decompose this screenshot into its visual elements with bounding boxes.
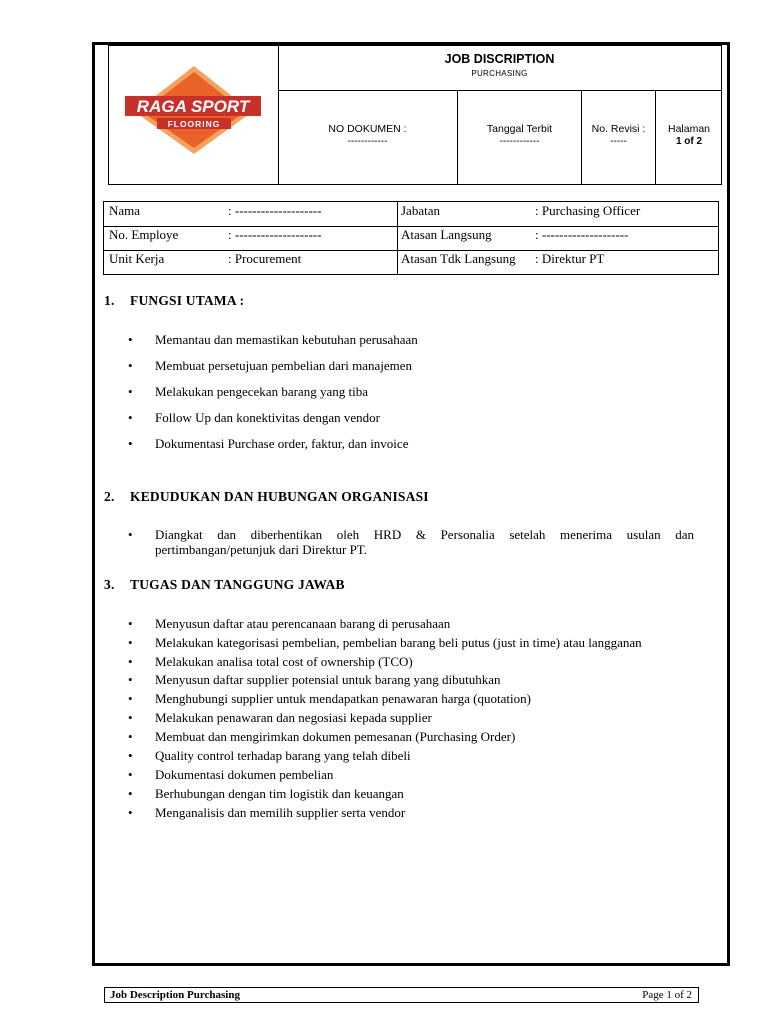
section-1-number: 1. [104, 293, 115, 308]
employe-label: No. Employe [109, 227, 179, 242]
bullet-icon: • [128, 767, 133, 782]
bullet-icon: • [128, 635, 133, 650]
bullet-icon: • [128, 672, 133, 687]
no-revisi-value: ----- [610, 136, 627, 147]
section-3-number: 3. [104, 577, 115, 592]
nama-label: Nama [109, 203, 141, 218]
bullet-icon: • [128, 786, 133, 801]
bullet-icon: • [128, 527, 133, 542]
section-2-number: 2. [104, 489, 115, 504]
bullet-icon: • [128, 654, 133, 669]
atasan-tdk-langsung-label: Atasan Tdk Langsung [401, 251, 516, 266]
halaman-cell [656, 91, 722, 184]
bullet-icon: • [128, 410, 133, 425]
document-header [108, 45, 722, 185]
halaman-value: 1 of 2 [675, 136, 703, 147]
logo-cell [109, 46, 279, 184]
section-2-heading [104, 489, 429, 505]
section-1-title: FUNGSI UTAMA : [130, 293, 245, 308]
logo-text-bottom: FLOORING [167, 119, 221, 129]
section-3-title: TUGAS DAN TANGGUNG JAWAB [130, 577, 345, 592]
unit-kerja-value: : Procurement [228, 251, 302, 266]
bullet-icon: • [128, 384, 133, 399]
logo-text-top: RAGA SPORT [136, 97, 250, 116]
employee-info-table [103, 201, 719, 275]
atasan-langsung-label: Atasan Langsung [401, 227, 492, 242]
title-cell [278, 46, 721, 91]
halaman-label: Halaman [667, 123, 711, 135]
bullet-icon: • [128, 616, 133, 631]
atasan-tdk-langsung-value: : Direktur PT [535, 251, 605, 266]
no-dokumen-cell [278, 91, 458, 184]
footer-document-name: Job Description Purchasing [110, 989, 240, 1001]
no-dokumen-value: ------------ [347, 136, 388, 147]
no-revisi-label: No. Revisi : [591, 123, 646, 135]
bullet-icon: • [128, 805, 133, 820]
unit-kerja-label: Unit Kerja [109, 251, 165, 266]
atasan-langsung-value: : -------------------- [535, 227, 629, 242]
bullet-icon: • [128, 691, 133, 706]
bullet-icon: • [128, 729, 133, 744]
tanggal-terbit-value: ------------ [499, 136, 540, 147]
jabatan-label: Jabatan [401, 203, 440, 218]
bullet-icon: • [128, 332, 133, 347]
document-title: JOB DISCRIPTION [444, 52, 555, 66]
tanggal-terbit-cell [458, 91, 582, 184]
bullet-icon: • [128, 436, 133, 451]
no-revisi-cell [582, 91, 656, 184]
bullet-icon: • [128, 710, 133, 725]
bullet-icon: • [128, 358, 133, 373]
employe-value: : -------------------- [228, 227, 322, 242]
tanggal-terbit-label: Tanggal Terbit [486, 123, 553, 135]
info-column-divider [397, 202, 398, 274]
no-dokumen-label: NO DOKUMEN : [328, 123, 407, 135]
section-3-heading [104, 577, 345, 593]
section-2-title: KEDUDUKAN DAN HUBUNGAN ORGANISASI [130, 489, 429, 504]
bullet-icon: • [128, 748, 133, 763]
jabatan-value: : Purchasing Officer [535, 203, 641, 218]
section-1-heading [104, 293, 244, 309]
document-subtitle: PURCHASING [471, 69, 528, 78]
company-logo [109, 46, 278, 184]
section-2-paragraph: Diangkat dan diberhentikan oleh HRD & Personalia setelah menerima usulan dan pertimbangan/petunjuk dari Direktur PT. [155, 527, 694, 557]
page-footer [104, 987, 699, 1003]
footer-page-number: Page 1 of 2 [642, 989, 692, 1001]
nama-value: : -------------------- [228, 203, 322, 218]
